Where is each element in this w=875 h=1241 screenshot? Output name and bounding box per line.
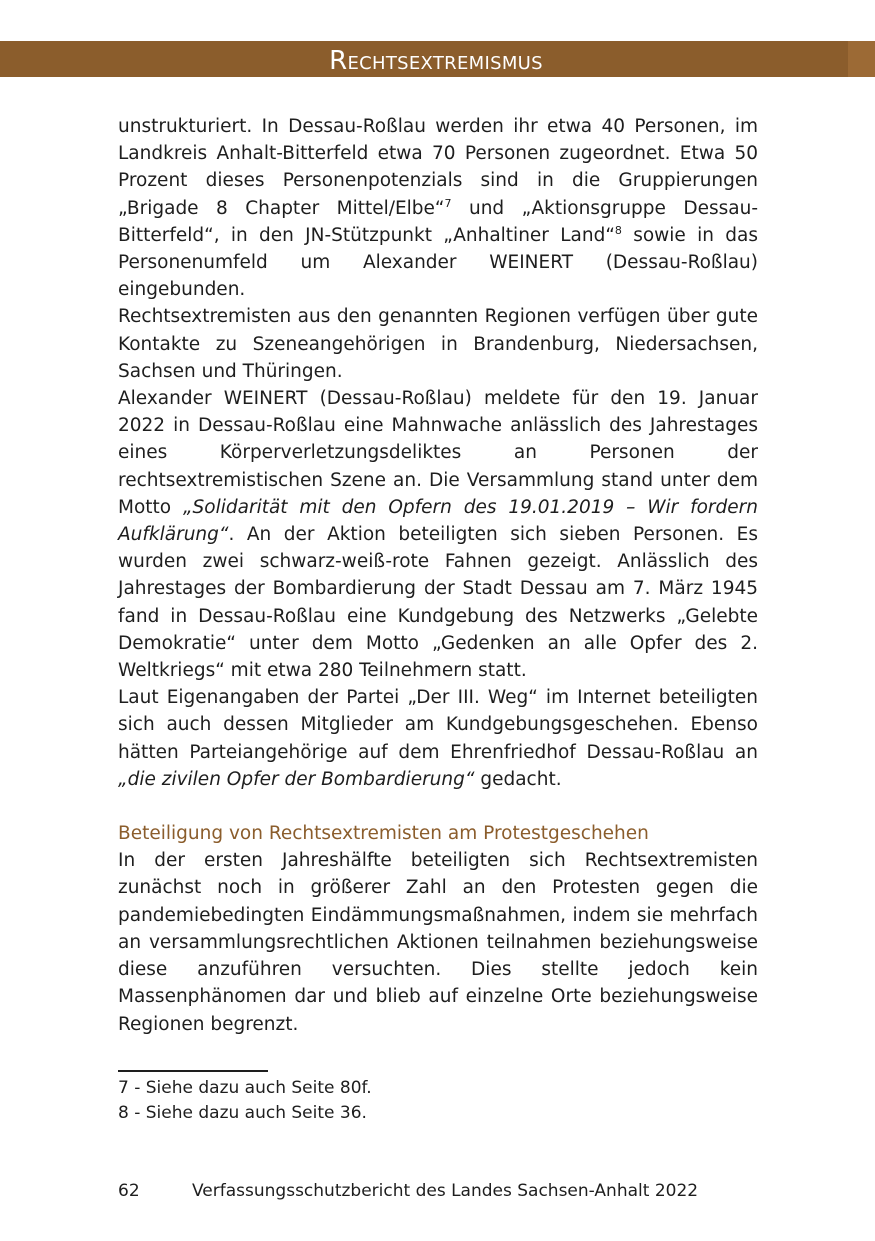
paragraph-gap (118, 793, 758, 820)
footnotes (118, 1076, 372, 1126)
paragraph-3 (118, 385, 758, 684)
paragraph-4-quote: „die zivilen Opfer der Bombardierung“ (118, 768, 475, 790)
paragraph-3-start: Alexander WEINERT (Dessau-Roßlau) meldete für den 19. Januar 2022 in Dessau-Roßlau eine Mahnwache anlässlich des Jahrestages eines Körperverletzungsdeliktes an Personen der rechtsextremistischen Szene an. Die Versammlung stand unter dem Motto (118, 388, 758, 518)
chapter-title: Rechtsextremismus (329, 46, 543, 76)
footnote-ref-8[interactable]: 8 (614, 223, 622, 237)
footnote-ref-7[interactable]: 7 (444, 196, 452, 210)
footnote-divider (118, 1070, 268, 1072)
footer-title: Verfassungsschutzbericht des Landes Sachsen-Anhalt 2022 (192, 1181, 699, 1201)
paragraph-5: In der ersten Jahreshälfte beteiligten sich Rechtsextremisten zunächst noch in größerer Zahl an den Protesten gegen die pandemiebedingten Eindämmungsmaßnahmen, indem sie mehrfach an versammlungsrechtlichen Aktionen teilnahmen beziehungsweise diese anzuführen versuchten. Dies stellte jedoch kein Massenphänomen dar und blieb auf einzelne Orte beziehungsweise Regionen begrenzt. (118, 850, 758, 1035)
section-heading: Beteiligung von Rechtsextremisten am Protestgeschehen (118, 823, 649, 845)
paragraph-4-end: gedacht. (474, 768, 562, 790)
paragraph-1-text: unstrukturiert. In Dessau-Roßlau werden ihr etwa 40 Personen, im Landkreis Anhalt-Bitterfeld etwa 70 Personen zugeordnet. Etwa 50 Prozent dieses Personenpotenzials sind in die Gruppierungen „Brigade 8 Chapter Mittel/Elbe“ (118, 116, 758, 219)
footnote-7: 7 - Siehe dazu auch Seite 80f. (118, 1078, 372, 1098)
paragraph-1-mid: und „Aktionsgruppe Dessau-Bitterfeld“, in den JN-Stützpunkt „Anhaltiner Land“ (118, 197, 758, 246)
paragraph-1 (118, 113, 758, 303)
paragraph-3-motto: „Solidarität mit den Opfern des 19.01.2019 – Wir fordern Aufklärung“ (118, 496, 758, 546)
footnote-8: 8 - Siehe dazu auch Seite 36. (118, 1103, 367, 1123)
paragraph-3-end: . An der Aktion beteiligten sich sieben Personen. Es wurden zwei schwarz-weiß-rote Fahnen gezeigt. Anlässlich des Jahrestages der Bombardierung der Stadt Dessau am 7. März 1945 fand in Dessau-Roßlau eine Kundgebung des Netzwerks „Gelebte Demokratie“ unter dem Motto „Gedenken an alle Opfer des 2. Weltkriegs“ mit etwa 280 Teilnehmern statt. (118, 524, 758, 682)
paragraph-1-end: sowie in das Personenumfeld um Alexander WEINERT (Dessau-Roßlau) eingebunden. (118, 224, 758, 301)
paragraph-4-start: Laut Eigenangaben der Partei „Der III. Weg“ im Internet beteiligten sich auch dessen Mitglieder am Kundgebungsgeschehen. Ebenso hätten Parteiangehörige auf dem Ehrenfriedhof Dessau-Roßlau an (118, 687, 758, 763)
paragraph-4 (118, 684, 758, 793)
paragraph-2: Rechtsextremisten aus den genannten Regionen verfügen über gute Kontakte zu Szeneangehörigen in Brandenburg, Niedersachsen, Sachsen und Thüringen. (118, 306, 758, 382)
main-text (118, 113, 758, 1038)
page-number: 62 (118, 1181, 140, 1201)
